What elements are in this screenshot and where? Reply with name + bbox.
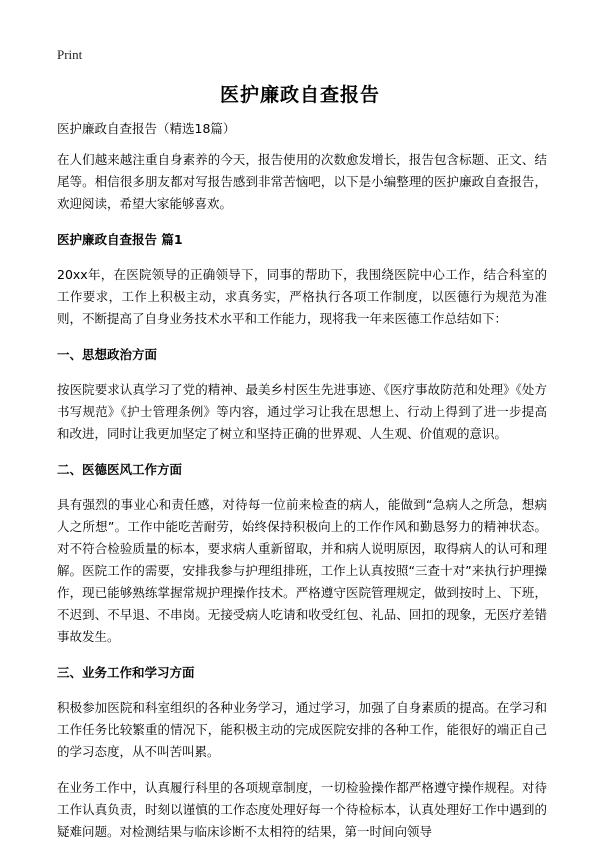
intro-paragraph: 在人们越来越注重自身素养的今天，报告使用的次数愈发增长，报告包含标题、正文、结尾等。相信很多朋友都对写报告感到非常苦恼吧，以下是小编整理的医护廉政自查报告，欢迎阅读，希望大家能够喜欢。 xyxy=(57,152,547,211)
work-paragraph: 在业务工作中，认真履行科里的各项规章制度，一切检验操作都严格遵守操作规程。对待工作认真负责，时刻以谨慎的工作态度处理好每一个待检标本，认真处理好工作中遇到的疑难问题。对检测结果与临床诊断不太相符的结果，第一时间向领导 xyxy=(57,780,547,839)
heading-political: 一、思想政治方面 xyxy=(57,347,158,362)
document-body xyxy=(57,118,547,857)
ethics-paragraph: 具有强烈的事业心和责任感，对待每一位前来检查的病人，能做到“急病人之所急，想病人之所想”。工作中能吃苦耐劳，始终保持积极向上的工作作风和勤恳努力的精神状态。对不符合检验质量的标本，要求病人重新留取，并和病人说明原因，取得病人的认可和理解。医院工作的需要，安排我参与护理组排班，工作上认真按照“三查十对”来执行护理操作，现已能够熟练掌握常规护理操作技术。严格遵守医院管理规定，做到按时上、下班，不迟到、不早退、不串岗。无接受病人吃请和收受红包、礼品、回扣的现象，无医疗差错事故发生。 xyxy=(57,497,547,644)
section-title: 医护廉政自查报告 篇1 xyxy=(57,232,183,247)
heading-ethics: 二、医德医风工作方面 xyxy=(57,462,183,477)
heading-study: 三、业务工作和学习方面 xyxy=(57,665,195,680)
print-label: Print xyxy=(57,47,83,62)
political-paragraph: 按医院要求认真学习了党的精神、最美乡村医生先进事迹、《医疗事故防范和处理》《处方书写规范》《护士管理条例》等内容，通过学习让我在思想上、行动上得到了进一步提高和改进，同时让我更加坚定了树立和坚持正确的世界观、人生观、价值观的意识。 xyxy=(57,382,547,441)
page-title: 医护廉政自查报告 xyxy=(219,84,380,106)
study-paragraph: 积极参加医院和科室组织的各种业务学习，通过学习，加强了自身素质的提高。在学习和工作任务比较繁重的情况下，能积极主动的完成医院安排的各种工作，能很好的端正自己的学习态度，从不叫苦叫累。 xyxy=(57,700,547,759)
opening-paragraph: 20xx年，在医院领导的正确领导下，同事的帮助下，我围绕医院中心工作，结合科室的工作要求，工作上积极主动，求真务实，严格执行各项工作制度，以医德行为规范为准则，不断提高了自身业务技术水平和工作能力，现将我一年来医德工作总结如下： xyxy=(57,267,547,326)
document-subtitle: 医护廉政自查报告（精选18篇） xyxy=(57,121,236,136)
